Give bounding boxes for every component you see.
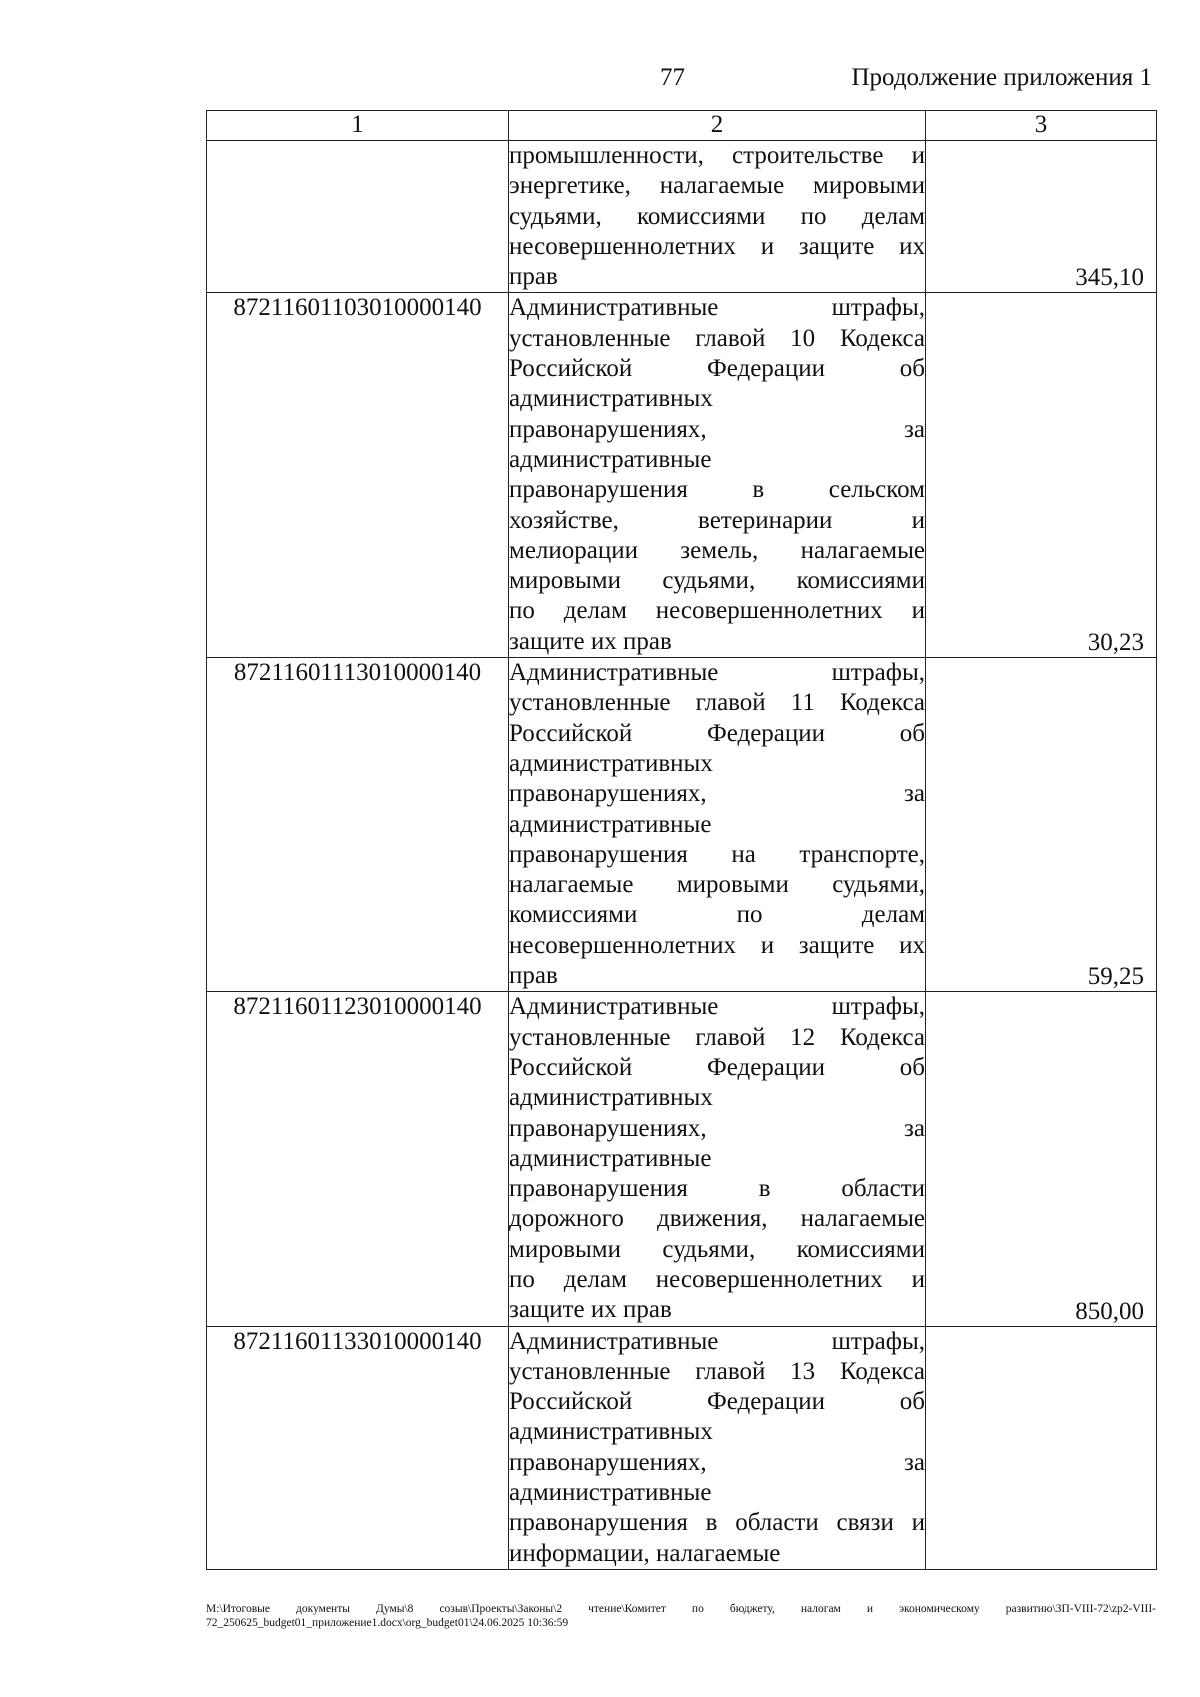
table-body xyxy=(207,141,1157,1570)
description-line: мировыми судьями, комиссиями xyxy=(509,567,925,595)
description-line: прав xyxy=(509,263,558,291)
budget-table xyxy=(206,110,1157,1570)
description-line: по делам несовершеннолетних и xyxy=(509,1265,925,1293)
description-line: административных xyxy=(509,1084,713,1112)
description-line: правонарушениях, за xyxy=(509,415,925,443)
description-line: правонарушения в области xyxy=(509,1175,925,1203)
description-line: Административные штрафы, xyxy=(509,659,925,687)
description-line: Российской Федерации об xyxy=(509,1388,925,1416)
description-line: установленные главой 11 Кодекса xyxy=(509,689,925,717)
description-line: дорожного движения, налагаемые xyxy=(509,1205,925,1233)
description-line: мелиорации земель, налагаемые xyxy=(509,536,925,564)
description-line: налагаемые мировыми судьями, xyxy=(509,871,925,899)
description-line: административные xyxy=(509,810,712,838)
description-line: энергетике, налагаемые мировыми xyxy=(509,172,925,200)
column-header-3: 3 xyxy=(926,111,1157,141)
amount-value: 59,25 xyxy=(1087,963,1144,991)
description-line: административных xyxy=(509,1418,713,1446)
amount-value: 850,00 xyxy=(1075,1297,1144,1325)
description-line: промышленности, строительстве и xyxy=(509,142,925,169)
description-line: административные xyxy=(509,445,712,473)
description-line: Административные штрафы, xyxy=(509,993,925,1021)
description-cell xyxy=(509,992,926,1326)
description-line: установленные главой 10 Кодекса xyxy=(509,324,925,352)
table-row xyxy=(207,992,1157,1326)
column-header-1: 1 xyxy=(207,111,509,141)
description-line: мировыми судьями, комиссиями xyxy=(509,1235,925,1263)
description-line: информации, налагаемые xyxy=(509,1539,781,1567)
amount-value: 345,10 xyxy=(1075,264,1144,292)
description-line: Российской Федерации об xyxy=(509,355,925,383)
description-line: Административные штрафы, xyxy=(509,1327,925,1355)
table-row xyxy=(207,1326,1157,1569)
amount-cell xyxy=(926,992,1157,1326)
kbk-code-cell: 87211601113010000140 xyxy=(207,658,509,992)
amount-cell xyxy=(926,658,1157,992)
description-line: установленные главой 13 Кодекса xyxy=(509,1357,925,1385)
description-line: правонарушения в сельском xyxy=(509,476,925,504)
table-row xyxy=(207,658,1157,992)
description-line: административные xyxy=(509,1479,712,1507)
description-line: по делам несовершеннолетних и xyxy=(509,597,925,625)
kbk-code-cell: 87211601103010000140 xyxy=(207,293,509,658)
footer-file-path: М:\Итоговые документы Думы\8 созыв\Проекты\Законы\2 чтение\Комитет по бюджету, налогам и экономическому развитию\ЗП-VIII-72\zp2-VIII-72_250625_budget01_приложение1.docx\org_budget01\24.06.2025 10:36:59 xyxy=(206,1603,1156,1629)
description-line: Российской Федерации об xyxy=(509,1053,925,1081)
description-line: правонарушениях, за xyxy=(509,1448,925,1476)
description-line: защите их прав xyxy=(509,627,672,655)
page-number: 77 xyxy=(660,64,685,91)
description-line: несовершеннолетних и защите их xyxy=(509,931,925,959)
amount-cell xyxy=(926,293,1157,658)
description-line: правонарушения в области связи и xyxy=(509,1509,925,1537)
table-row xyxy=(207,141,1157,293)
description-line: правонарушениях, за xyxy=(509,1114,925,1142)
description-line: административных xyxy=(509,385,713,413)
kbk-code-cell: 87211601123010000140 xyxy=(207,992,509,1326)
description-line: несовершеннолетних и защите их xyxy=(509,232,925,260)
table-header-row xyxy=(207,111,1157,141)
description-line: Административные штрафы, xyxy=(509,294,925,322)
description-line: прав xyxy=(509,962,558,990)
amount-value: 30,23 xyxy=(1087,629,1144,657)
description-line: хозяйстве, ветеринарии и xyxy=(509,506,925,534)
description-cell xyxy=(509,293,926,658)
description-line: защите их прав xyxy=(509,1296,672,1324)
description-cell xyxy=(509,141,926,293)
description-line: административных xyxy=(509,749,713,777)
table-row xyxy=(207,293,1157,658)
description-line: комиссиями по делам xyxy=(509,901,925,929)
description-cell xyxy=(509,1326,926,1569)
column-header-2: 2 xyxy=(509,111,926,141)
description-line: правонарушения на транспорте, xyxy=(509,840,925,868)
appendix-continuation-note: Продолжение приложения 1 xyxy=(851,64,1152,91)
description-line: административные xyxy=(509,1144,712,1172)
kbk-code-cell: 87211601133010000140 xyxy=(207,1326,509,1569)
kbk-code-cell xyxy=(207,141,509,293)
amount-cell xyxy=(926,141,1157,293)
description-cell xyxy=(509,658,926,992)
amount-cell xyxy=(926,1326,1157,1569)
description-line: Российской Федерации об xyxy=(509,719,925,747)
description-line: правонарушениях, за xyxy=(509,780,925,808)
description-line: судьями, комиссиями по делам xyxy=(509,202,925,230)
description-line: установленные главой 12 Кодекса xyxy=(509,1023,925,1051)
